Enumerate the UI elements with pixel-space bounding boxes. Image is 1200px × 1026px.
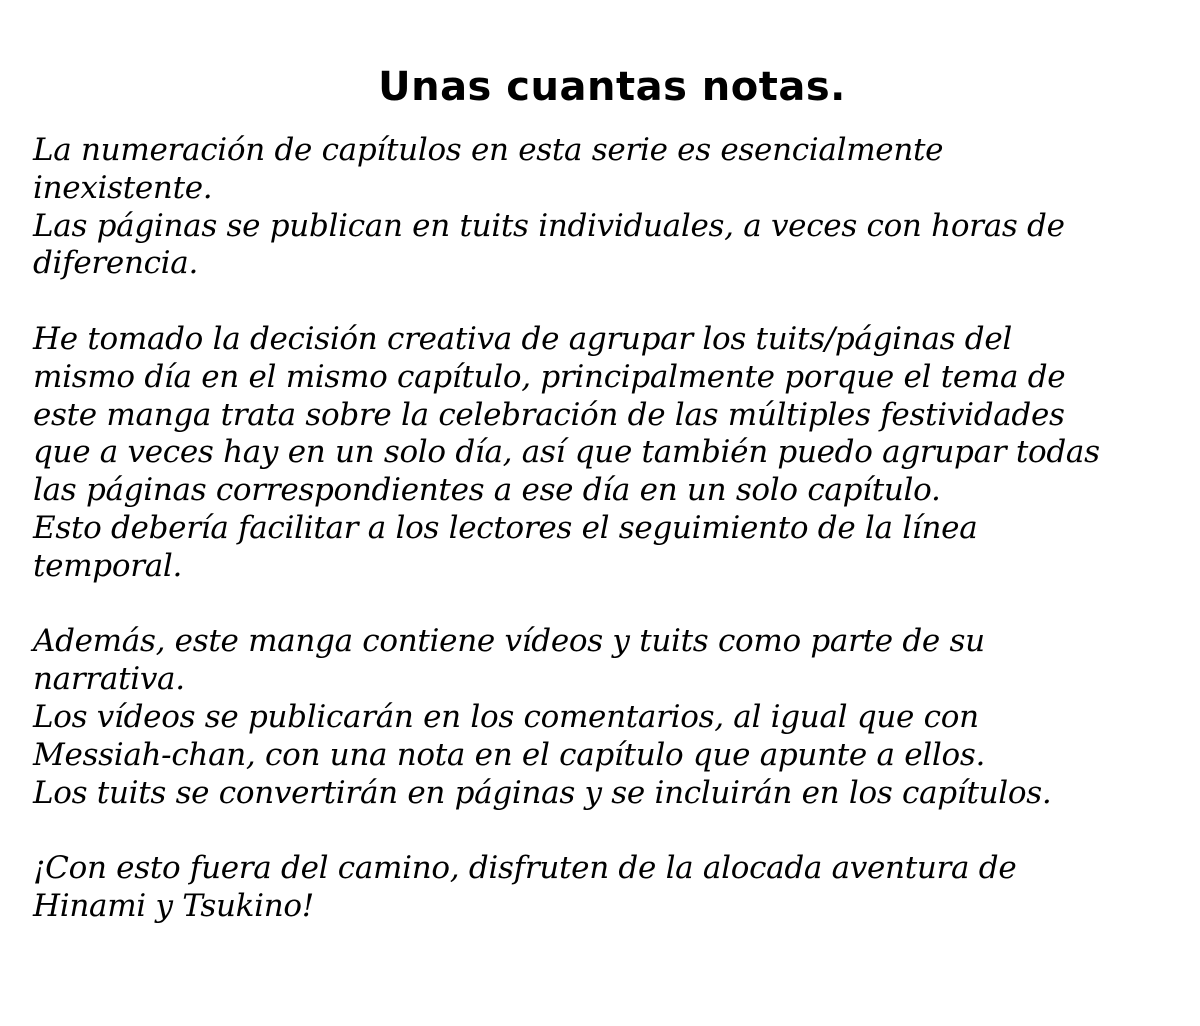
text-line: Messiah-chan, con una nota en el capítulo que apunte a ellos. (33, 736, 986, 773)
paragraph-closing (33, 850, 1193, 926)
text-line: narrativa. (33, 661, 185, 698)
text-line: mismo día en el mismo capítulo, principalmente porque el tema de (33, 358, 1066, 395)
text-line: Los vídeos se publicarán en los comentarios, al igual que con (33, 698, 979, 735)
page-title: Unas cuantas notas. (378, 64, 846, 110)
text-line: este manga trata sobre la celebración de las múltiples festividades (33, 396, 1065, 433)
paragraph-videos-tweets (33, 623, 1193, 812)
text-line: ¡Con esto fuera del camino, disfruten de la alocada aventura de (33, 850, 1017, 887)
text-line: inexistente. (33, 169, 213, 206)
notes-body (33, 132, 1193, 926)
paragraph-spacer (33, 283, 1193, 321)
paragraph-spacer (33, 586, 1193, 624)
paragraph-chapter-numbering (33, 132, 1193, 283)
text-line: que a veces hay en un solo día, así que también puedo agrupar todas (33, 434, 1100, 471)
text-line: Hinami y Tsukino! (33, 887, 314, 924)
text-line: Además, este manga contiene vídeos y tuits como parte de su (33, 623, 985, 660)
text-line: las páginas correspondientes a ese día en un solo capítulo. (33, 472, 941, 509)
text-line: diferencia. (33, 245, 199, 282)
text-line: Esto debería facilitar a los lectores el seguimiento de la línea (33, 509, 978, 546)
paragraph-grouping-decision (33, 321, 1193, 586)
text-line: temporal. (33, 547, 183, 584)
text-line: Los tuits se convertirán en páginas y se incluirán en los capítulos. (33, 774, 1052, 811)
text-line: Las páginas se publican en tuits individuales, a veces con horas de (33, 207, 1065, 244)
text-line: He tomado la decisión creativa de agrupar los tuits/páginas del (33, 320, 1012, 357)
paragraph-spacer (33, 812, 1193, 850)
text-line: La numeración de capítulos en esta serie es esencialmente (33, 132, 944, 168)
